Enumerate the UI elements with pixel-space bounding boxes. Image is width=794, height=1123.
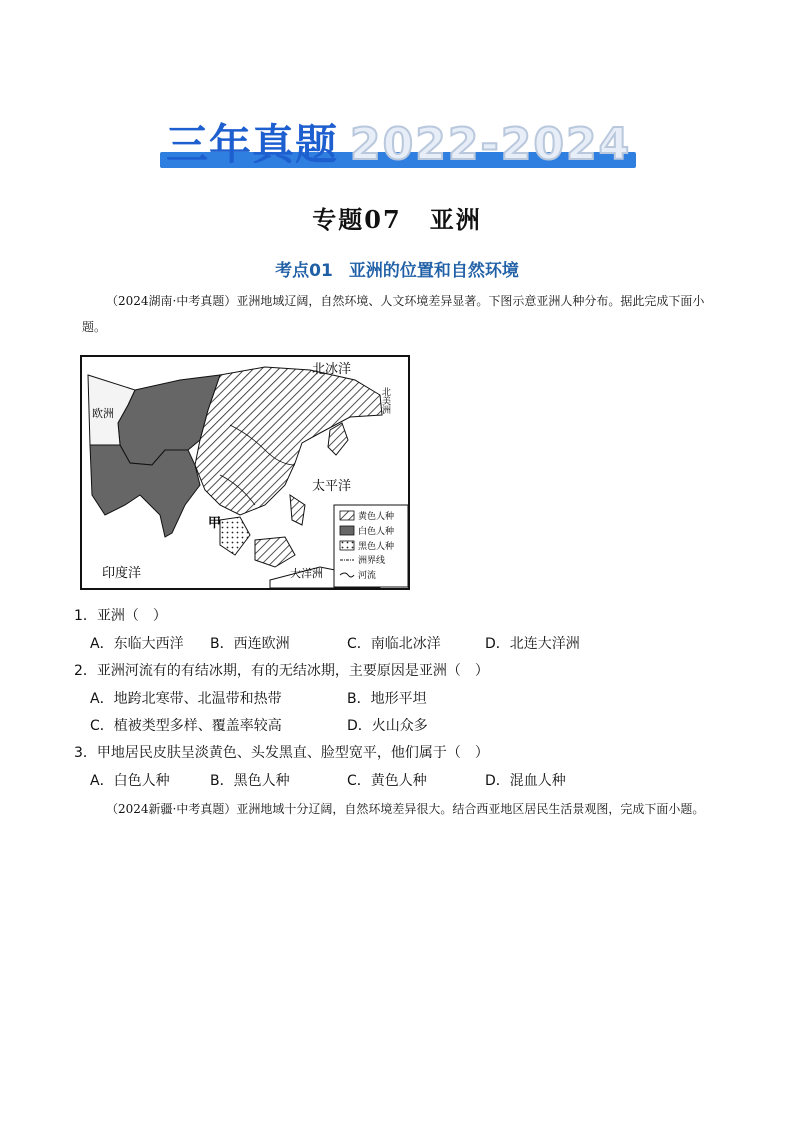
section-heading bbox=[0, 256, 794, 281]
legend-white: 白色人种 bbox=[358, 527, 395, 537]
q3-option-c: C．黄色人种 bbox=[347, 773, 427, 789]
section-label: 考点01 bbox=[275, 261, 333, 281]
q3-option-b: B．黑色人种 bbox=[210, 773, 290, 789]
legend-yellow: 黄色人种 bbox=[358, 512, 395, 522]
q2-option-d: D．火山众多 bbox=[347, 718, 428, 734]
q2-option-a: A．地跨北寒带、北温带和热带 bbox=[90, 691, 282, 707]
map-legend bbox=[334, 505, 408, 587]
label-indian-ocean: 印度洋 bbox=[102, 566, 142, 581]
question-1-stem: 1．亚洲（ ） bbox=[74, 608, 167, 624]
legend-black: 黑色人种 bbox=[358, 542, 395, 552]
banner-years: 2022-2024 bbox=[350, 119, 632, 170]
label-oceania: 大洋洲 bbox=[290, 567, 323, 580]
legend-river: 河流 bbox=[358, 571, 377, 581]
banner-text: 三年真题 bbox=[166, 120, 339, 169]
topic-name: 亚洲 bbox=[429, 205, 482, 234]
label-pacific-ocean: 太平洋 bbox=[312, 479, 352, 494]
q2-option-b: B．地形平坦 bbox=[347, 691, 427, 707]
topic-number: 专题07 bbox=[312, 205, 402, 234]
label-north-america: 北美洲 bbox=[380, 387, 390, 414]
asia-race-map bbox=[80, 355, 410, 590]
q2-option-c: C．植被类型多样、覆盖率较高 bbox=[90, 718, 282, 734]
q3-option-d: D．混血人种 bbox=[485, 773, 566, 789]
label-arctic-ocean: 北冰洋 bbox=[312, 362, 352, 377]
q1-option-b: B．西连欧洲 bbox=[210, 636, 290, 652]
q1-option-c: C．南临北冰洋 bbox=[347, 636, 441, 652]
intro-paragraph-2: （2024新疆·中考真题）亚洲地域十分辽阔，自然环境差异很大。结合西亚地区居民生活景观图，完成下面小题。 bbox=[106, 802, 705, 816]
title-banner bbox=[160, 118, 640, 178]
label-europe: 欧洲 bbox=[92, 407, 114, 420]
label-jia: 甲 bbox=[208, 516, 222, 531]
section-name: 亚洲的位置和自然环境 bbox=[348, 261, 519, 281]
intro-paragraph-1: （2024湖南·中考真题）亚洲地域辽阔，自然环境、人文环境差异显著。下图示意亚洲人种分布。据此完成下面小题。 bbox=[82, 294, 705, 334]
q1-option-d: D．北连大洋洲 bbox=[485, 636, 580, 652]
legend-boundary: 洲界线 bbox=[358, 556, 386, 566]
q1-option-a: A．东临大西洋 bbox=[90, 636, 184, 652]
page-title bbox=[0, 200, 794, 235]
question-2-stem: 2．亚洲河流有的有结冰期，有的无结冰期，主要原因是亚洲（ ） bbox=[74, 663, 489, 679]
q3-option-a: A．白色人种 bbox=[90, 773, 170, 789]
question-3-stem: 3．甲地居民皮肤呈淡黄色、头发黑直、脸型宽平，他们属于（ ） bbox=[74, 745, 489, 761]
